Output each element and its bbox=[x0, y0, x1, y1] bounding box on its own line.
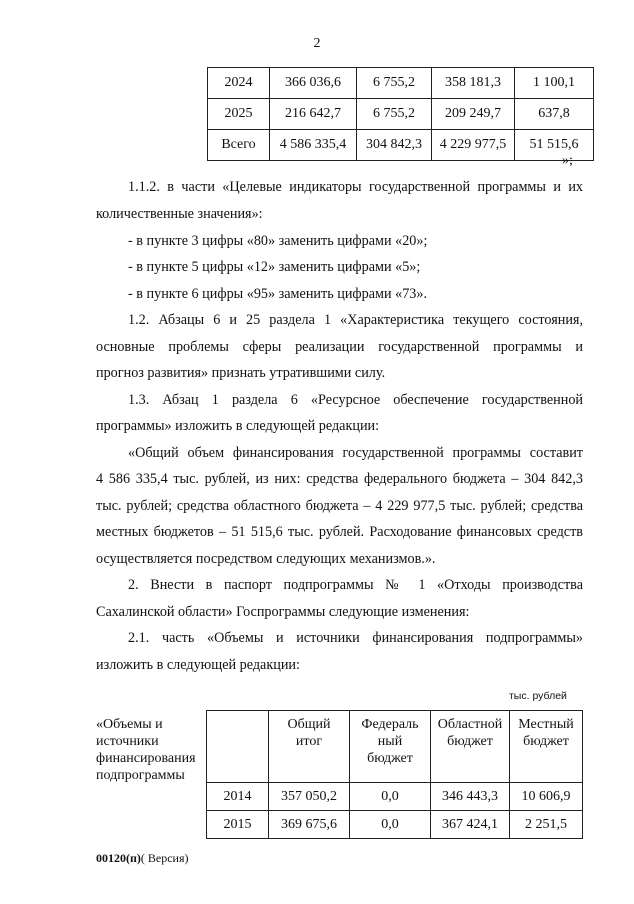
table-row bbox=[207, 811, 583, 839]
paragraph-line: «Общий объем финансирования государственной программы составит bbox=[128, 445, 583, 461]
table-cell: 358 181,3 bbox=[432, 68, 515, 99]
table-row bbox=[208, 68, 594, 99]
table-header-row bbox=[207, 711, 583, 783]
table-header-cell bbox=[207, 711, 269, 783]
table-cell: 2 251,5 bbox=[510, 811, 583, 839]
list-item: - в пункте 5 цифры «12» заменить цифрами «5»; bbox=[128, 259, 421, 275]
table-header-cell: Областной бюджет bbox=[431, 711, 510, 783]
table-cell: 2024 bbox=[208, 68, 270, 99]
table-cell: 216 642,7 bbox=[270, 99, 357, 130]
paragraph-line: 1.3. Абзац 1 раздела 6 «Ресурсное обеспечение государственной bbox=[128, 392, 583, 408]
table-cell: 6 755,2 bbox=[357, 68, 432, 99]
table-cell: Всего bbox=[208, 130, 270, 161]
table-header-cell: Местный бюджет bbox=[510, 711, 583, 783]
paragraph-line: Сахалинской области» Госпрограммы следующие изменения: bbox=[96, 604, 470, 620]
table-cell: 6 755,2 bbox=[357, 99, 432, 130]
table-cell: 637,8 bbox=[515, 99, 594, 130]
paragraph-line: 4 586 335,4 тыс. рублей, из них: средства федерального бюджета – 304 842,3 bbox=[96, 471, 583, 487]
document-code-number: 00120(п) bbox=[96, 851, 141, 865]
table-cell: 369 675,6 bbox=[269, 811, 350, 839]
table-cell: 367 424,1 bbox=[431, 811, 510, 839]
units-label: тыс. рублей bbox=[509, 690, 567, 702]
table-cell: 0,0 bbox=[350, 811, 431, 839]
paragraph-line: 1.1.2. в части «Целевые индикаторы государственной программы и их bbox=[128, 179, 583, 195]
table-cell: 357 050,2 bbox=[269, 783, 350, 811]
document-code bbox=[96, 851, 189, 866]
table-cell: 304 842,3 bbox=[357, 130, 432, 161]
table-closing-quote: »; bbox=[562, 153, 573, 168]
subprogram-funding-table bbox=[206, 710, 583, 839]
table-cell: 4 229 977,5 bbox=[432, 130, 515, 161]
table-cell: 2025 bbox=[208, 99, 270, 130]
table-row bbox=[208, 99, 594, 130]
paragraph-line: основные проблемы сферы реализации государственной программы и bbox=[96, 339, 583, 355]
table-cell: 346 443,3 bbox=[431, 783, 510, 811]
paragraph-line: тыс. рублей; средства областного бюджета – 4 229 977,5 тыс. рублей; средства bbox=[96, 498, 583, 514]
table-cell: 209 249,7 bbox=[432, 99, 515, 130]
paragraph-line: 1.2. Абзацы 6 и 25 раздела 1 «Характеристика текущего состояния, bbox=[128, 312, 583, 328]
table-cell: 366 036,6 bbox=[270, 68, 357, 99]
table-cell: 2014 bbox=[207, 783, 269, 811]
paragraph-line: местных бюджетов – 51 515,6 тыс. рублей. Расходование финансовых средств bbox=[96, 524, 583, 540]
page-number: 2 bbox=[313, 36, 321, 51]
table-row bbox=[207, 783, 583, 811]
table-cell: 0,0 bbox=[350, 783, 431, 811]
paragraph-line: количественные значения»: bbox=[96, 206, 263, 222]
document-version: ( Версия) bbox=[140, 851, 189, 865]
table-cell: 2015 bbox=[207, 811, 269, 839]
table-cell: 10 606,9 bbox=[510, 783, 583, 811]
subprogram-label: «Объемы и источники финансирования подпрограммы bbox=[96, 717, 196, 783]
table-row-total bbox=[208, 130, 594, 161]
list-item: - в пункте 6 цифры «95» заменить цифрами «73». bbox=[128, 286, 428, 302]
table-header-cell: Общий итог bbox=[269, 711, 350, 783]
table-header-cell: Федераль ный бюджет bbox=[350, 711, 431, 783]
paragraph-line: 2.1. часть «Объемы и источники финансирования подпрограммы» bbox=[128, 630, 583, 646]
table-cell: 1 100,1 bbox=[515, 68, 594, 99]
list-item: - в пункте 3 цифры «80» заменить цифрами «20»; bbox=[128, 233, 428, 249]
paragraph-line: прогноз развития» признать утратившими силу. bbox=[96, 365, 386, 381]
paragraph-line: изложить в следующей редакции: bbox=[96, 657, 300, 673]
funding-table bbox=[207, 67, 594, 161]
table-cell: 4 586 335,4 bbox=[270, 130, 357, 161]
paragraph-line: осуществляется посредством следующих механизмов.». bbox=[96, 551, 436, 567]
table-cell: 51 515,6 bbox=[515, 130, 594, 161]
paragraph-line: программы» изложить в следующей редакции: bbox=[96, 418, 380, 434]
paragraph-line: 2. Внести в паспорт подпрограммы № 1 «Отходы производства bbox=[128, 577, 583, 593]
